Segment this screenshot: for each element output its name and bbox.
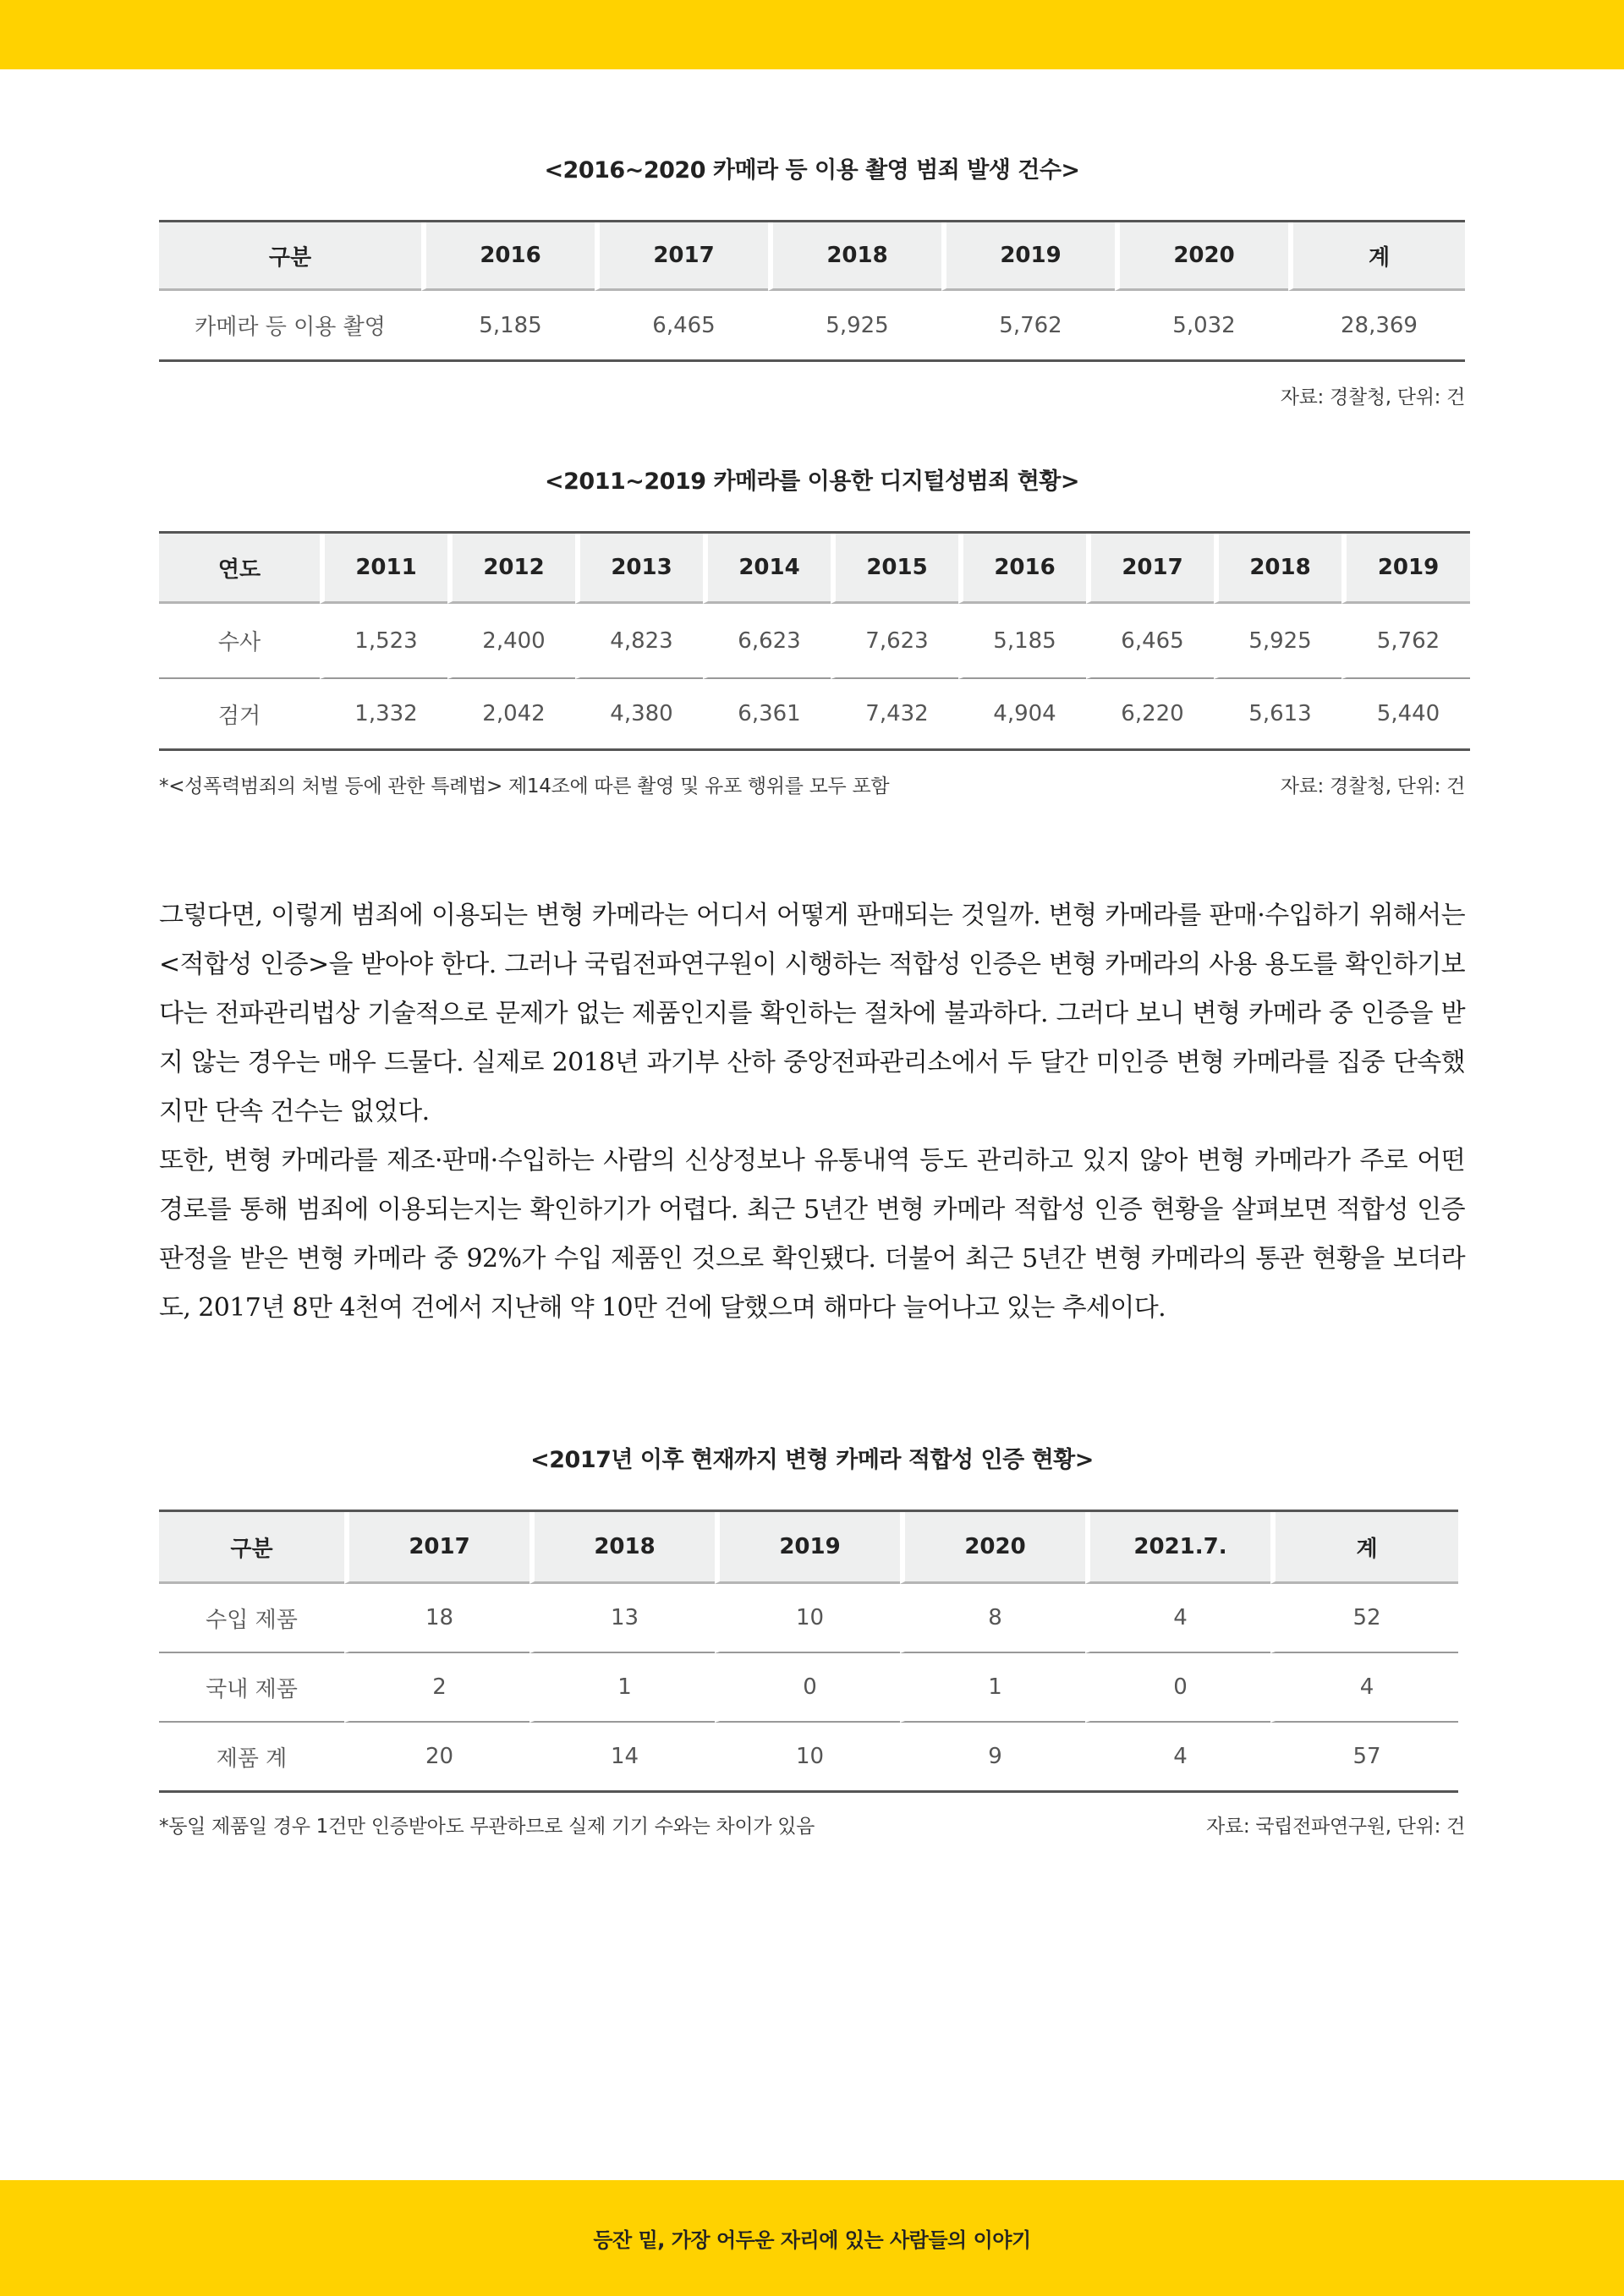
table-cell: 6,465	[595, 291, 768, 359]
table-cell: 1	[900, 1653, 1085, 1723]
table-header-cell: 2019	[941, 222, 1115, 291]
table-header-cell: 구분	[159, 222, 421, 291]
table-cell: 4	[1085, 1723, 1270, 1790]
table-cell: 5,440	[1341, 679, 1470, 748]
table1-source: 자료: 경찰청, 단위: 건	[1280, 386, 1465, 408]
table-cell: 14	[529, 1723, 715, 1790]
table-row-label: 카메라 등 이용 촬영	[195, 315, 386, 340]
table-header-cell: 연도	[159, 534, 320, 604]
table-row-label: 제품 계	[216, 1745, 288, 1772]
table3-footnote: *동일 제품일 경우 1건만 인증받아도 무관하므로 실제 기기 수와는 차이가 있음	[159, 1816, 815, 1838]
table-cell: 28,369	[1288, 291, 1465, 359]
top-accent-bar	[0, 0, 1624, 69]
table-header-cell: 계	[1270, 1512, 1458, 1584]
table-cell: 10	[715, 1723, 900, 1790]
table-cell: 1	[529, 1653, 715, 1723]
table-header-cell: 2014	[703, 534, 831, 604]
table-header-cell: 2018	[1214, 534, 1341, 604]
table-cell: 5,762	[1341, 604, 1470, 679]
table3-source: 자료: 국립전파연구원, 단위: 건	[1206, 1816, 1465, 1838]
table-cell: 2,042	[447, 679, 575, 748]
table-cell: 0	[715, 1653, 900, 1723]
table-cell: 57	[1270, 1723, 1458, 1790]
table-header-cell: 2013	[575, 534, 703, 604]
table-row	[159, 1723, 1458, 1790]
table-cell: 2,400	[447, 604, 575, 679]
table-cell: 8	[900, 1584, 1085, 1653]
table3-title: <2017년 이후 현재까지 변형 카메라 적합성 인증 현황>	[530, 1447, 1094, 1473]
table-cell: 5,185	[958, 604, 1086, 679]
table1-header-row	[159, 222, 1465, 291]
table-row	[159, 1584, 1458, 1653]
table-row	[159, 604, 1470, 679]
table-cell: 6,361	[703, 679, 831, 748]
table-cell: 4,380	[575, 679, 703, 748]
table-cell: 6,465	[1086, 604, 1214, 679]
table-header-cell: 2017	[595, 222, 768, 291]
table-cell: 7,432	[831, 679, 958, 748]
table1-title: <2016~2020 카메라 등 이용 촬영 범죄 발생 건수>	[544, 157, 1080, 184]
table-cell: 1,332	[320, 679, 447, 748]
table-header-cell: 2021.7.	[1085, 1512, 1270, 1584]
table-header-cell: 2012	[447, 534, 575, 604]
table-cell: 4,823	[575, 604, 703, 679]
table2-footnote: *<성폭력범죄의 처벌 등에 관한 특례법> 제14조에 따른 촬영 및 유포 행위를 모두 포함	[159, 775, 890, 797]
table-header-cell: 2015	[831, 534, 958, 604]
table-cell: 9	[900, 1723, 1085, 1790]
table-row-label: 검거	[217, 703, 261, 729]
table-header-cell: 2018	[529, 1512, 715, 1584]
table1	[159, 220, 1465, 362]
body-paragraph: 또한, 변형 카메라를 제조·판매·수입하는 사람의 신상정보나 유통내역 등도 관리하고 있지 않아 변형 카메라가 주로 어떤 경로를 통해 범죄에 이용되는지는 확인하기가 어렵다. 최근 5년간 변형 카메라 적합성 인증 현황을 살펴보면 적합성 인증 판정을 받은 변형 카메라 중 92%가 수입 제품인 것으로 확인됐다. 더불어 최근 5년간 변형 카메라의 통관 현황을 보더라도, 2017년 8만 4천여 건에서 지난해 약 10만 건에 달했으며 해마다 늘어나고 있는 추세이다.	[159, 1146, 1465, 1323]
table-cell: 20	[344, 1723, 529, 1790]
table-row	[159, 679, 1470, 748]
table-header-cell: 2020	[1115, 222, 1288, 291]
table-header-cell: 2017	[1086, 534, 1214, 604]
table-header-cell: 2016	[958, 534, 1086, 604]
table-row	[159, 291, 1465, 359]
body-paragraph: 그렇다면, 이렇게 범죄에 이용되는 변형 카메라는 어디서 어떻게 판매되는 것일까. 변형 카메라를 판매·수입하기 위해서는 <적합성 인증>을 받아야 한다. 그러나 국립전파연구원이 시행하는 적합성 인증은 변형 카메라의 사용 용도를 확인하기보다는 전파관리법상 기술적으로 문제가 없는 제품인지를 확인하는 절차에 불과하다. 그러다 보니 변형 카메라 중 인증을 받지 않는 경우는 매우 드물다. 실제로 2018년 과기부 산하 중앙전파관리소에서 두 달간 미인증 변형 카메라를 집중 단속했지만 단속 건수는 없었다.	[159, 901, 1465, 1126]
table-cell: 7,623	[831, 604, 958, 679]
table-header-cell: 2019	[715, 1512, 900, 1584]
table-row-label: 수입 제품	[159, 1584, 344, 1653]
table-cell: 5,925	[1214, 604, 1341, 679]
table-header-cell: 2016	[421, 222, 595, 291]
table-header-cell: 2011	[320, 534, 447, 604]
table-cell: 5,613	[1214, 679, 1341, 748]
table2	[159, 531, 1470, 751]
table-cell: 6,220	[1086, 679, 1214, 748]
table-header-cell: 구분	[159, 1512, 344, 1584]
table-header-cell: 2018	[768, 222, 941, 291]
table-header-cell: 2020	[900, 1512, 1085, 1584]
table-header-cell: 계	[1288, 222, 1465, 291]
table-cell: 10	[715, 1584, 900, 1653]
table-cell: 5,032	[1115, 291, 1288, 359]
table-cell: 0	[1085, 1653, 1270, 1723]
table-cell: 2	[344, 1653, 529, 1723]
table-cell: 5,185	[421, 291, 595, 359]
footer-tagline: 등잔 밑, 가장 어두운 자리에 있는 사람들의 이야기	[593, 2228, 1031, 2252]
table-cell: 1,523	[320, 604, 447, 679]
table-cell: 5,925	[768, 291, 941, 359]
bottom-accent-bar	[0, 2180, 1624, 2296]
table-row-label: 국내 제품	[159, 1653, 344, 1723]
table-cell: 4,904	[958, 679, 1086, 748]
table3-header-row	[159, 1512, 1458, 1584]
table-header-cell: 2019	[1341, 534, 1470, 604]
table2-title: <2011~2019 카메라를 이용한 디지털성범죄 현황>	[545, 469, 1079, 495]
table-cell: 52	[1270, 1584, 1458, 1653]
table-cell: 6,623	[703, 604, 831, 679]
table-cell: 4	[1085, 1584, 1270, 1653]
table2-header-row	[159, 534, 1470, 604]
table-cell: 13	[529, 1584, 715, 1653]
table-cell: 18	[344, 1584, 529, 1653]
table-cell: 4	[1270, 1653, 1458, 1723]
table-header-cell: 2017	[344, 1512, 529, 1584]
body-text	[159, 891, 1465, 1333]
table2-source: 자료: 경찰청, 단위: 건	[1280, 775, 1465, 797]
table-cell: 5,762	[941, 291, 1115, 359]
table3	[159, 1510, 1458, 1793]
table-row	[159, 1653, 1458, 1723]
table-row-label: 수사	[159, 604, 320, 679]
